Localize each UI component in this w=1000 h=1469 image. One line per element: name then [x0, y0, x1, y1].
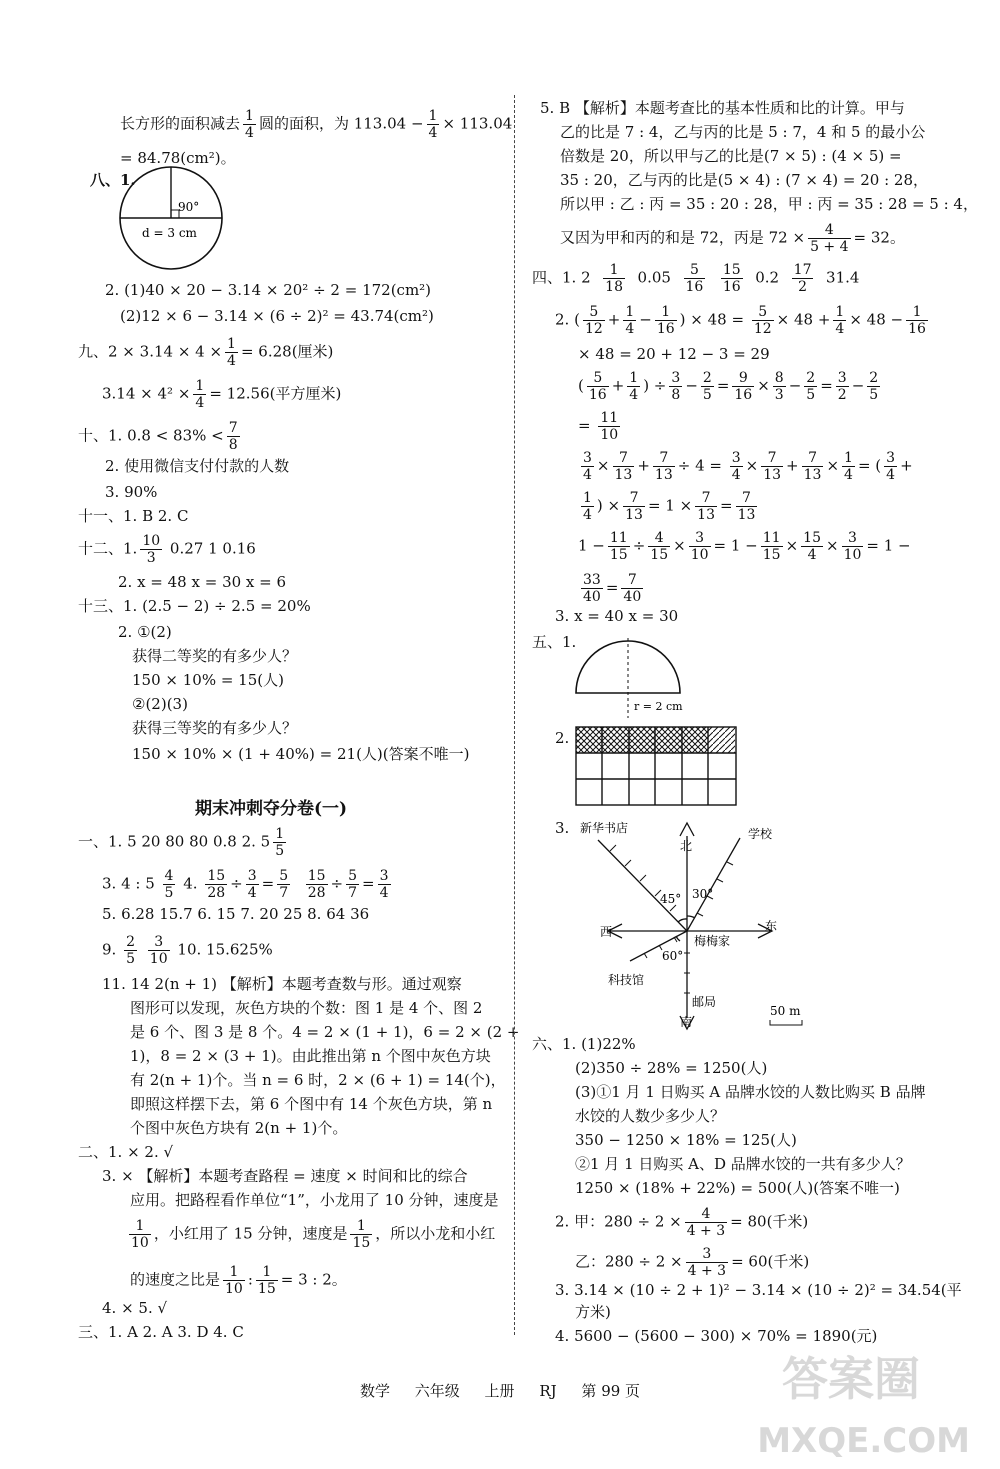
angle-30-label: 30°: [692, 887, 714, 901]
angle-label: 90°: [178, 200, 200, 214]
column-divider: [514, 95, 515, 1335]
fraction: $\frac{1}{5}$: [275, 826, 285, 859]
answer-line: 2. ①(2): [118, 623, 172, 641]
answer-line: 11. 14 2(n + 1) 【解析】本题考查数与形。通过观察: [102, 975, 462, 993]
answer-line: 十一、1. B 2. C: [78, 507, 189, 525]
answer-line: 2. ( $\frac{5}{12}$ + $\frac{1}{4}$ − $\frac{1}{16}$ ) × 48 = $\frac{5}{12}$ × 48 + $\frac{1}{4}$ × 48 − $\frac{1}{16}$: [555, 304, 926, 337]
answer-line: (3)①1 月 1 日购买 A 品牌水饺的人数比购买 B 品牌: [575, 1083, 926, 1101]
answer-line: = 84.78(cm²)。: [120, 149, 236, 167]
answer-line: 2. (1)40 × 20 − 3.14 × 20² ÷ 2 = 172(cm²): [105, 281, 432, 299]
map-label-south: 南: [680, 1015, 693, 1029]
answer-line: (2)12 × 6 − 3.14 × (6 ÷ 2)² = 43.74(cm²): [120, 307, 434, 325]
answer-line: 2. 甲：280 ÷ 2 × $\frac{4}{4 + 3}$ = 80(千米): [555, 1206, 809, 1239]
section-title: 期末冲刺夺分卷(一): [195, 799, 348, 819]
answer-line: 乙的比是 7 : 4，乙与丙的比是 5 : 7，4 和 5 的最小公: [560, 123, 926, 141]
answer-line: 3. 3.14 × (10 ÷ 2 + 1)² − 3.14 × (10 ÷ 2)² = 34.54(平: [555, 1281, 962, 1299]
diameter-label: d = 3 cm: [142, 226, 197, 240]
question-label: 八、1.: [90, 171, 136, 189]
answer-line: ②1 月 1 日购买 A、D 品牌水饺的一共有多少人？: [575, 1155, 911, 1173]
map-label-post: 邮局: [692, 995, 717, 1009]
answer-line: 5. 6.28 15.7 6. 15 7. 20 25 8. 64 36: [102, 905, 370, 923]
answer-line: 获得二等奖的有多少人？: [132, 647, 298, 665]
answer-line: 3. x = 40 x = 30: [555, 607, 679, 625]
map-label-east: 东: [765, 919, 778, 933]
answer-line: 二、1. × 2. √: [78, 1143, 174, 1161]
map-label-west: 西: [600, 925, 613, 939]
answer-line: 1 − $\frac{11}{15}$ ÷ $\frac{4}{15}$ × $\frac{3}{10}$ = 1 − $\frac{11}{15}$ × $\frac{15}{4}$ × $\frac{3}{10}$ = 1 −: [578, 530, 911, 563]
footer-edition: RJ: [539, 1382, 557, 1400]
answer-line: $\frac{1}{10}$ ，小红用了 15 分钟，速度是 $\frac{1}{15}$ ，所以小龙和小红: [131, 1218, 496, 1251]
answer-line: 应用。把路程看作单位“1”，小龙用了 10 分钟，速度是: [130, 1191, 499, 1209]
answer-line: 获得三等奖的有多少人？: [132, 719, 298, 737]
answer-line: 2. 使用微信支付付款的人数: [105, 457, 290, 475]
fraction: $\frac{4}{5}$: [164, 868, 174, 901]
answer-line: 个图中灰色方块有 2(n + 1)个。: [130, 1119, 348, 1137]
answer-line: 1)，8 = 2 × (3 + 1)。由此推出第 n 个图中灰色方块: [130, 1047, 491, 1065]
answer-line: 九、2 × 3.14 × 4 × $\frac{1}{4}$ = 6.28(厘米): [78, 336, 334, 369]
answer-line: 150 × 10% × (1 + 40%) = 21(人)(答案不唯一): [132, 745, 470, 763]
answer-line: 一、1. 5 20 80 80 0.8 2. 5 $\frac{1}{5}$: [78, 826, 285, 859]
answer-line: × 48 = 20 + 12 − 3 = 29: [578, 345, 770, 363]
answer-line: 的速度之比是 $\frac{1}{10}$ : $\frac{1}{15}$ = 3 : 2。: [130, 1264, 347, 1297]
answer-line: $\frac{33}{40}$ = $\frac{7}{40}$: [583, 572, 642, 605]
fraction: $\frac{1}{4}$: [245, 108, 254, 141]
answer-line: 1250 × (18% + 22%) = 500(人)(答案不唯一): [575, 1179, 900, 1197]
map-label-home: 梅梅家: [694, 934, 731, 948]
answer-line: 35 : 20，乙与丙的比是(5 × 4) : (7 × 4) = 20 : 28，: [560, 171, 929, 189]
answer-line: 三、1. A 2. A 3. D 4. C: [78, 1323, 244, 1341]
answer-line: 方米): [575, 1303, 611, 1321]
question-label: 3.: [555, 819, 570, 837]
grid-diagram: [575, 726, 740, 808]
answer-line: 所以甲 : 乙 : 丙 = 35 : 20 : 28，甲 : 丙 = 35 : 28 = 5 : 4，: [560, 195, 978, 213]
direction-map: [580, 818, 810, 1033]
fraction: $\frac{1}{4}$: [227, 336, 236, 369]
answer-line: 十二、1. $\frac{10}{3}$ 0.27 1 0.16: [78, 533, 256, 566]
answer-line: 即照这样摆下去，第 6 个图中有 14 个灰色方块，第 n: [130, 1095, 493, 1113]
answer-line: 9. $\frac{2}{5}$ $\frac{3}{10}$ 10. 15.625%: [102, 934, 273, 967]
map-label-school: 学校: [748, 827, 773, 841]
answer-line: 350 − 1250 × 18% = 125(人): [575, 1131, 797, 1149]
answer-line: 5. B 【解析】本题考查比的基本性质和比的计算。甲与: [540, 99, 905, 117]
answer-line: 又因为甲和丙的和是 72，丙是 72 × $\frac{4}{5 + 4}$ = 32。: [560, 222, 905, 255]
watermark-logo: 答案圈: [782, 1352, 920, 1406]
footer-page: 第 99 页: [581, 1382, 641, 1400]
answer-line: 十三、1. (2.5 − 2) ÷ 2.5 = 20%: [78, 597, 311, 615]
answer-line: 4. 5600 − (5600 − 300) × 70% = 1890(元): [555, 1327, 878, 1345]
fraction: $\frac{10}{3}$: [142, 533, 161, 566]
fraction: $\frac{1}{4}$: [195, 378, 205, 411]
answer-line: ②(2)(3): [132, 695, 188, 713]
angle-45-label: 45°: [660, 892, 682, 906]
angle-60-label: 60°: [662, 949, 684, 963]
answer-line: 4. × 5. √: [102, 1299, 168, 1317]
map-label-north: 北: [680, 839, 693, 853]
map-label-xinhua: 新华书店: [580, 821, 629, 835]
question-label: 五、1.: [532, 633, 577, 651]
answer-line: $\frac{1}{4}$ ) × $\frac{7}{13}$ = 1 × $\frac{7}{13}$ = $\frac{7}{13}$: [583, 490, 756, 523]
answer-line: 水饺的人数少多少人？: [575, 1107, 726, 1125]
answer-line: 150 × 10% = 15(人): [132, 671, 284, 689]
semicircle-diagram: [572, 638, 692, 718]
answer-line: $\frac{3}{4}$ × $\frac{7}{13}$ + $\frac{7}{13}$ ÷ 4 = $\frac{3}{4}$ × $\frac{7}{13}$ + $\frac{7}{13}$ × $\frac{1}{4}$ = ( $\frac{3}{4}$ +: [583, 450, 913, 483]
answer-line: 六、1. (1)22%: [532, 1035, 636, 1053]
answer-line: 十、1. 0.8 < 83% < $\frac{7}{8}$: [78, 420, 238, 453]
answer-line: 3. 90%: [105, 483, 158, 501]
footer-grade: 六年级: [414, 1382, 460, 1400]
watermark-url: MXQE.COM: [757, 1421, 970, 1461]
radius-label: r = 2 cm: [634, 700, 683, 713]
answer-line: 图形可以发现，灰色方块的个数：图 1 是 4 个、图 2: [130, 999, 483, 1017]
footer-volume: 上册: [484, 1382, 515, 1400]
answer-line: 3. × 【解析】本题考查路程 = 速度 × 时间和比的综合: [102, 1167, 468, 1185]
circle-diagram: [118, 165, 228, 275]
fraction: $\frac{1}{4}$: [428, 108, 438, 141]
footer-subject: 数学: [359, 1382, 390, 1400]
answer-line: = $\frac{11}{10}$: [578, 410, 619, 443]
answer-line: 乙：280 ÷ 2 × $\frac{3}{4 + 3}$ = 60(千米): [575, 1246, 810, 1279]
answer-line: ( $\frac{5}{16}$ + $\frac{1}{4}$ ) ÷ $\frac{3}{8}$ − $\frac{2}{5}$ = $\frac{9}{16}$ × $\frac{8}{3}$ − $\frac{2}{5}$ = $\frac{3}{2}$ − $\frac{2}{5}$: [578, 370, 879, 403]
answer-line: 是 6 个、图 3 是 8 个。4 = 2 × (1 + 1)，6 = 2 × (2 +: [130, 1023, 520, 1041]
answer-line: 3. 4 : 5 $\frac{4}{5}$ 4. $\frac{15}{28}$ ÷ $\frac{3}{4}$ = $\frac{5}{7}$ $\frac{15}{28}$ ÷ $\frac{5}{7}$ = $\frac{3}{4}$: [102, 868, 389, 901]
answer-line: 2. x = 48 x = 30 x = 6: [118, 573, 287, 591]
answer-line: 长方形的面积减去 $\frac{1}{4}$ 圆的面积，为 113.04 − $\frac{1}{4}$ × 113.04: [120, 108, 513, 141]
answer-line: 倍数是 20，所以甲与乙的比是(7 × 5) : (4 × 5) =: [560, 147, 902, 165]
answer-line: (2)350 ÷ 28% = 1250(人): [575, 1059, 768, 1077]
answer-line: 四、1. 2 $\frac{1}{18}$ 0.05 $\frac{5}{16}$ $\frac{15}{16}$ 0.2 $\frac{17}{2}$ 31.4: [532, 262, 860, 295]
map-label-tech: 科技馆: [608, 973, 645, 987]
fraction: $\frac{7}{8}$: [228, 420, 238, 453]
question-label: 2.: [555, 729, 570, 747]
map-scale-label: 50 m: [770, 1004, 801, 1018]
answer-line: 有 2(n + 1)个。当 n = 6 时，2 × (6 + 1) = 14(个)，: [130, 1071, 506, 1089]
answer-line: 3.14 × 4² × $\frac{1}{4}$ = 12.56(平方厘米): [102, 378, 342, 411]
